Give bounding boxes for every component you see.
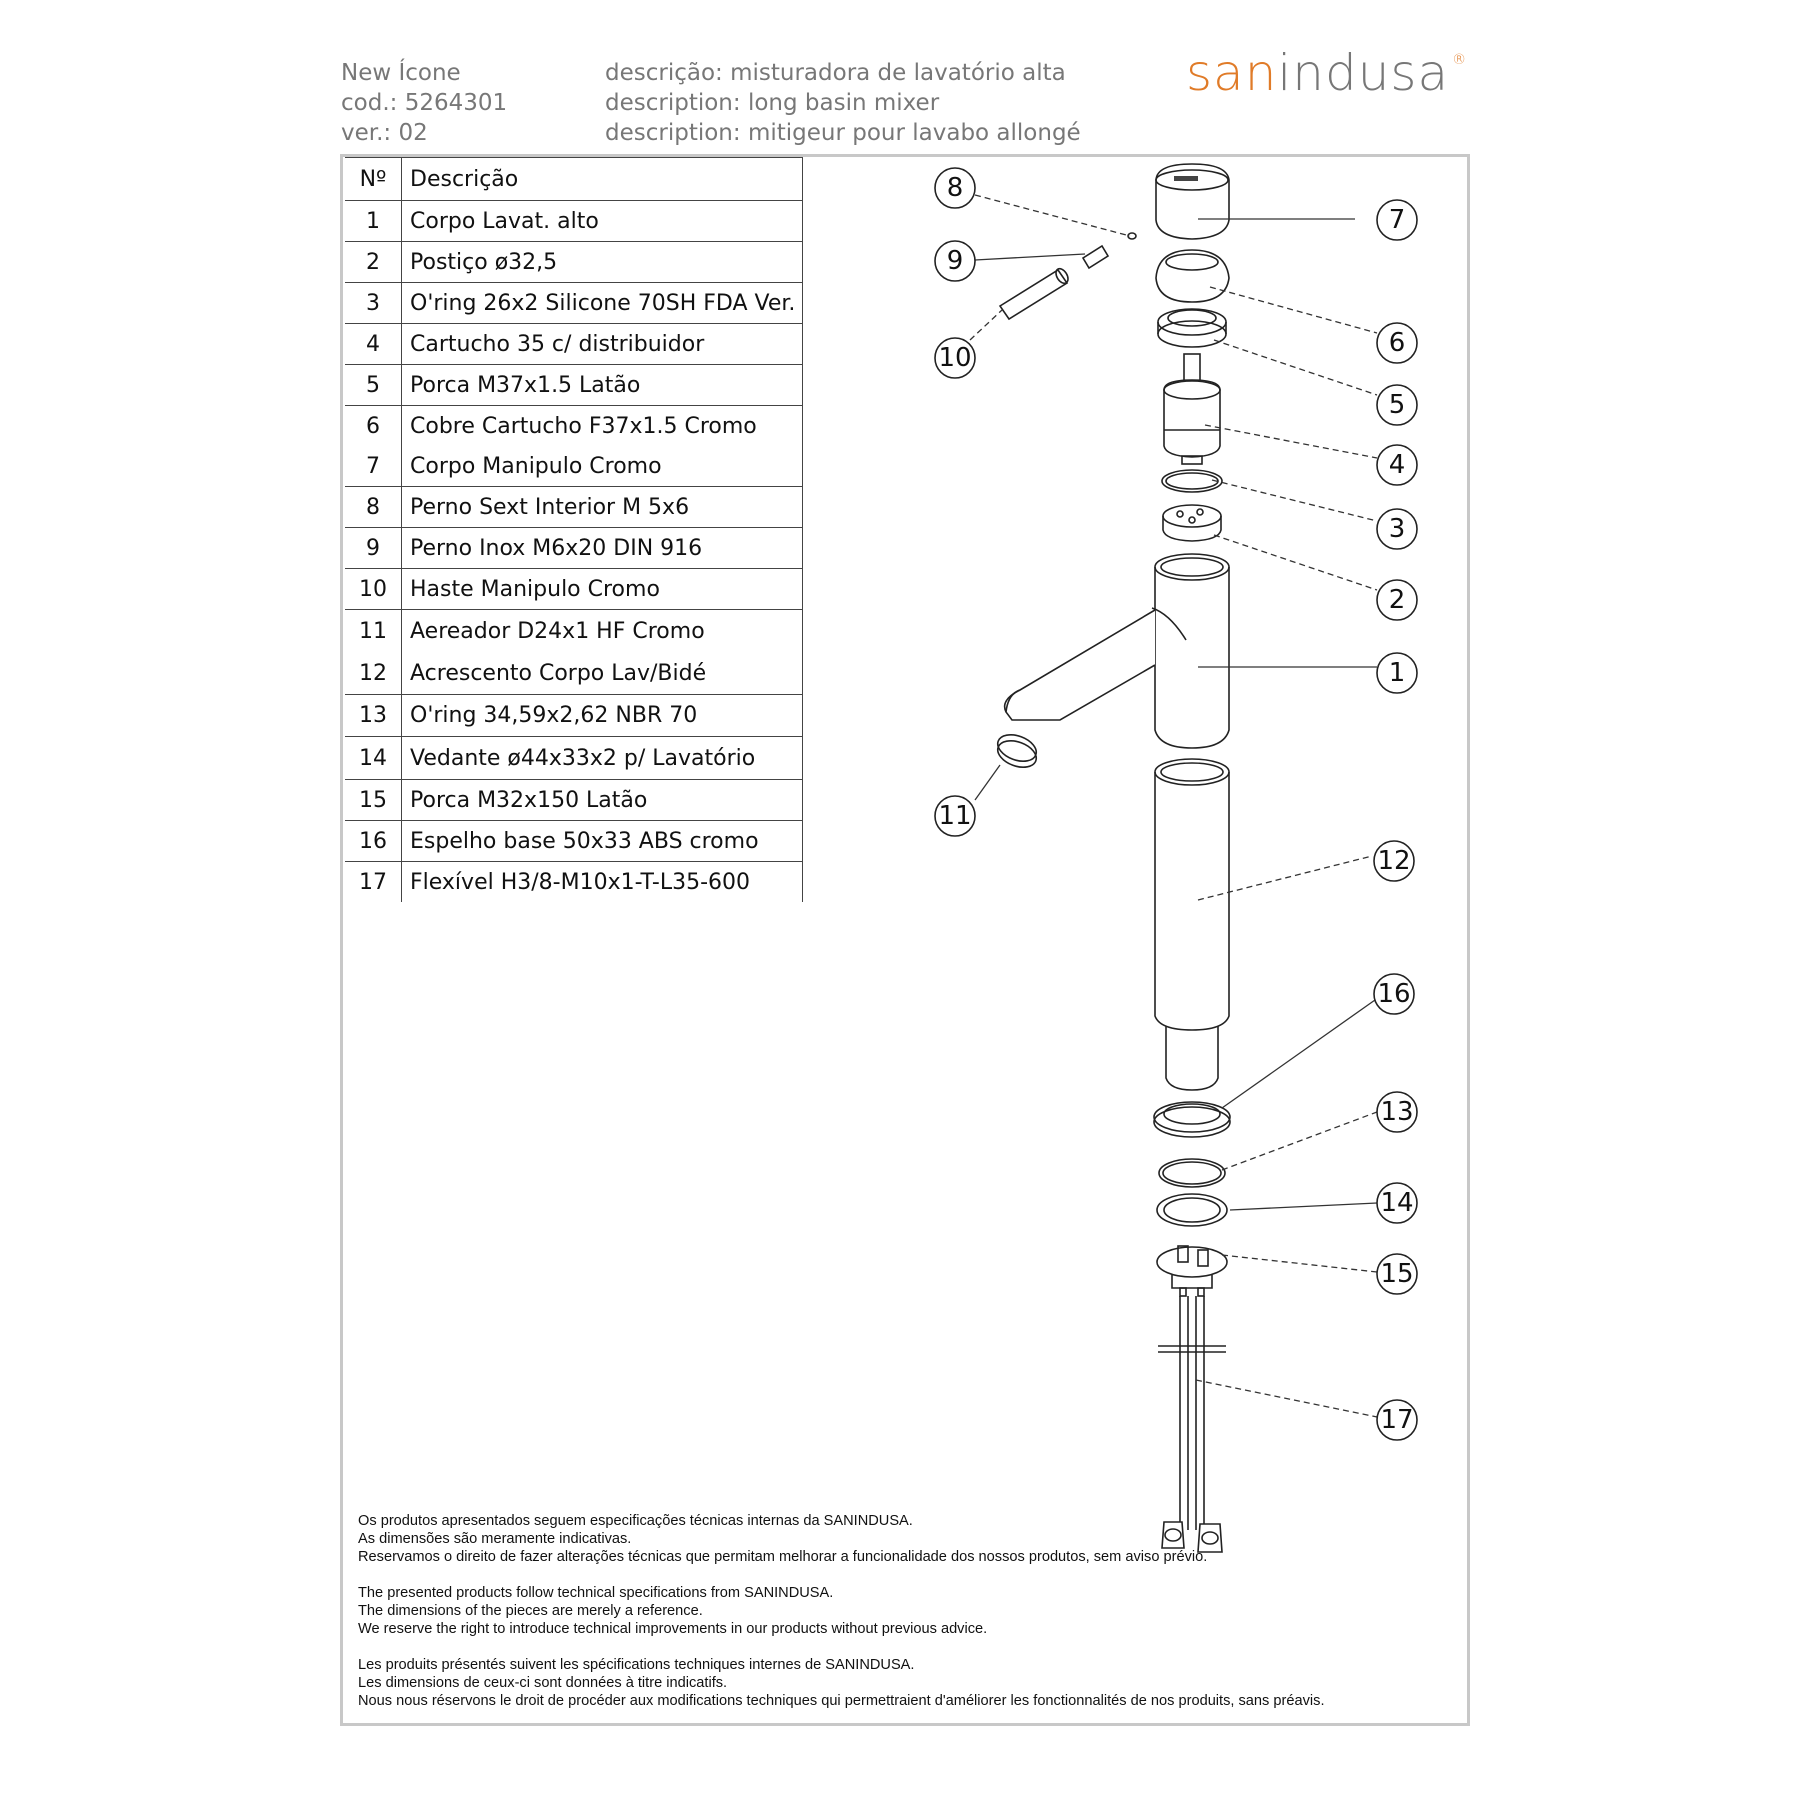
callout-16 (1374, 974, 1414, 1014)
part-handle-rod (1000, 267, 1070, 319)
svg-text:4: 4 (1388, 450, 1406, 480)
disclaimer-notes (358, 1512, 1325, 1728)
description-fr: description: mitigeur pour lavabo allongé (605, 120, 1081, 146)
table-row: 9 Perno Inox M6x20 DIN 916 (345, 528, 803, 569)
callout-9 (935, 241, 975, 281)
table-row: 2 Postiço ø32,5 (345, 242, 803, 283)
table-row: 13 O'ring 34,59x2,62 NBR 70 (345, 695, 803, 737)
callout-7 (1377, 200, 1417, 240)
product-version: ver.: 02 (341, 120, 428, 146)
svg-text:12: 12 (1377, 846, 1411, 876)
notes-fr: Les produits présentés suivent les spécifications techniques internes de SANINDUSA. Les dimensions de ceux-ci sont données à titre indicatifs. Nous nous réservons le droit de procéder aux modifications techniques qui permettraient d'améliorer les fonctionnalités de nos produits, sans préavis. (358, 1657, 1325, 1709)
svg-text:2: 2 (1388, 585, 1406, 615)
part-cartridge (1164, 354, 1220, 464)
description-pt: descrição: misturadora de lavatório alta (605, 60, 1066, 86)
table-row: 6 Cobre Cartucho F37x1.5 Cromo (345, 406, 803, 447)
callout-10 (935, 338, 975, 378)
product-code: cod.: 5264301 (341, 90, 508, 116)
callout-8 (935, 168, 975, 208)
callout-6 (1377, 323, 1417, 363)
description-en: description: long basin mixer (605, 90, 940, 116)
svg-text:17: 17 (1380, 1405, 1414, 1435)
registered-mark: ® (1452, 52, 1468, 68)
table-row: 4 Cartucho 35 c/ distribuidor (345, 324, 803, 365)
part-body (1005, 554, 1229, 748)
svg-text:16: 16 (1377, 979, 1411, 1009)
part-aerator (994, 730, 1040, 772)
table-row: 16 Espelho base 50x33 ABS cromo (345, 821, 803, 862)
callout-14 (1377, 1183, 1417, 1223)
callout-12 (1374, 841, 1414, 881)
svg-text:11: 11 (938, 801, 972, 831)
col-no-header: Nº (345, 158, 402, 201)
callout-17 (1377, 1400, 1417, 1440)
svg-text:5: 5 (1388, 390, 1406, 420)
col-desc-header: Descrição (402, 158, 803, 201)
callout-2 (1377, 580, 1417, 620)
svg-text:7: 7 (1388, 205, 1406, 235)
table-row: 3 O'ring 26x2 Silicone 70SH FDA Ver. (345, 283, 803, 324)
callout-1 (1377, 653, 1417, 693)
part-oring-34 (1159, 1159, 1225, 1187)
part-grub-screw (1083, 246, 1108, 268)
notes-en: The presented products follow technical specifications from SANINDUSA. The dimensions of the pieces are merely a reference. We reserve the right to introduce technical improvements in our products without previous advice. (358, 1585, 988, 1637)
part-hex-screw (1128, 233, 1136, 239)
table-row: 7 Corpo Manipulo Cromo (345, 446, 803, 487)
table-row: 5 Porca M37x1.5 Latão (345, 365, 803, 406)
part-base-nut (1157, 1246, 1227, 1296)
svg-text:10: 10 (938, 343, 972, 373)
table-row: 17 Flexível H3/8-M10x1-T-L35-600 (345, 862, 803, 903)
part-nut (1158, 309, 1226, 347)
table-row: 10 Haste Manipulo Cromo (345, 569, 803, 610)
callout-5 (1377, 385, 1417, 425)
callout-15 (1377, 1254, 1417, 1294)
part-base-plate (1154, 1102, 1230, 1137)
svg-text:8: 8 (946, 173, 964, 203)
callout-13 (1377, 1092, 1417, 1132)
table-row: 15 Porca M32x150 Latão (345, 780, 803, 821)
table-row: 1 Corpo Lavat. alto (345, 201, 803, 242)
svg-text:1: 1 (1388, 658, 1406, 688)
product-name: New Ícone (341, 60, 461, 86)
svg-text:3: 3 (1388, 514, 1406, 544)
table-row: 12 Acrescento Corpo Lav/Bidé (345, 652, 803, 695)
table-row: 8 Perno Sext Interior M 5x6 (345, 487, 803, 528)
svg-text:15: 15 (1380, 1259, 1414, 1289)
callout-4 (1377, 445, 1417, 485)
callout-3 (1377, 509, 1417, 549)
sanindusa-logo: sanindusa ® (1186, 44, 1468, 102)
svg-text:14: 14 (1380, 1188, 1414, 1218)
svg-text:6: 6 (1388, 328, 1406, 358)
part-handle-body (1156, 164, 1229, 239)
notes-pt: Os produtos apresentados seguem especificações técnicas internas da SANINDUSA. As dimensões são meramente indicativas. Reservamos o direito de fazer alterações técnicas que permitam melhorar a funcionalidade dos nossos produtos, sem aviso prévio. (358, 1513, 1208, 1565)
part-insert (1163, 505, 1221, 541)
leader-lines (970, 195, 1377, 1417)
table-row: 11 Aereador D24x1 HF Cromo (345, 610, 803, 653)
svg-text:13: 13 (1380, 1097, 1414, 1127)
part-body-extension (1155, 759, 1229, 1090)
part-cartridge-cover (1156, 250, 1229, 302)
table-row: 14 Vedante ø44x33x2 p/ Lavatório (345, 737, 803, 780)
callout-11 (935, 796, 975, 836)
svg-text:9: 9 (946, 246, 964, 276)
